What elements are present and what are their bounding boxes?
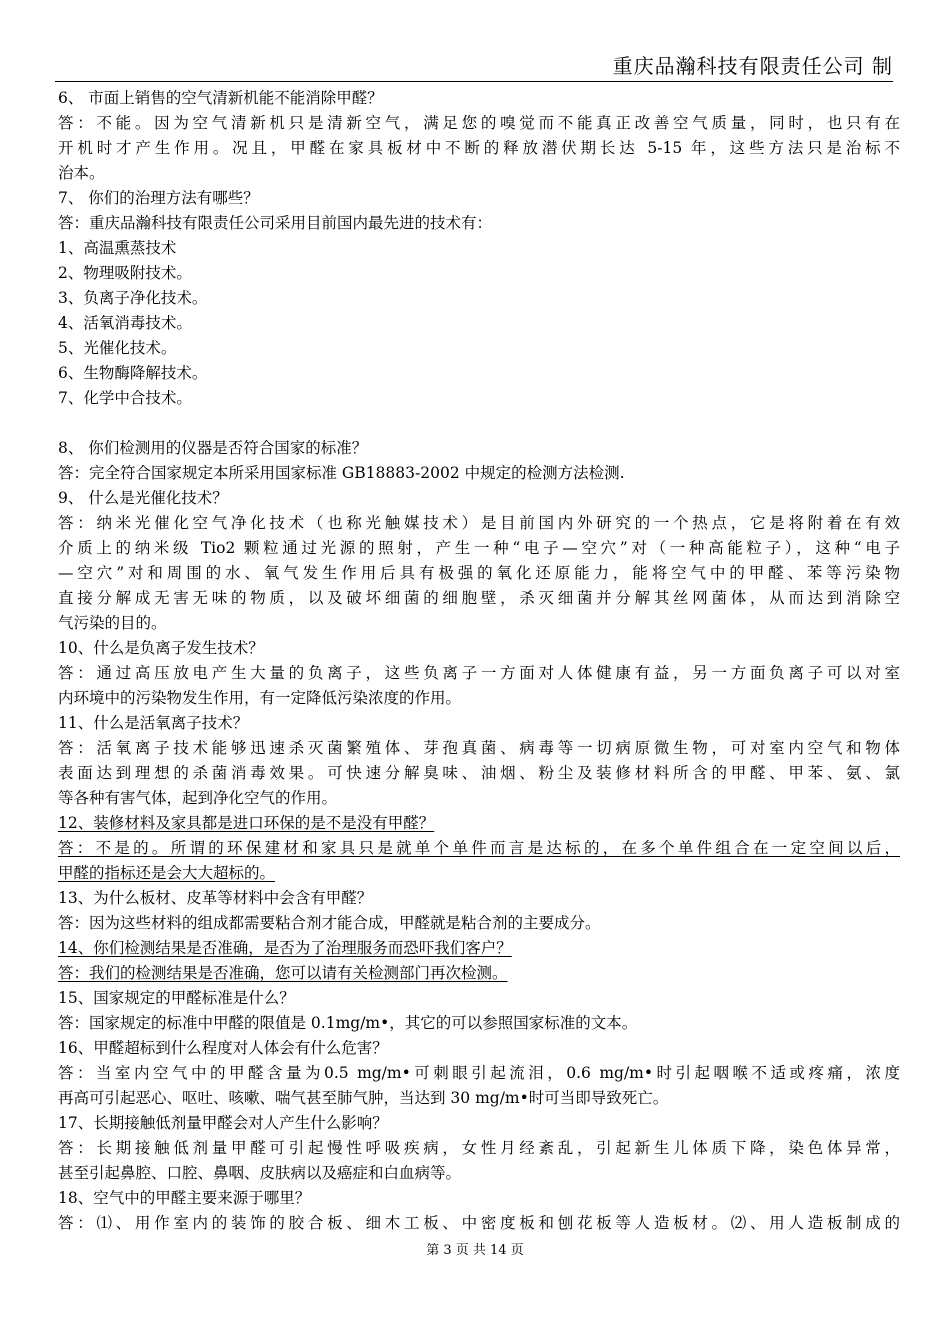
- answer-line: 答：长期接触低剂量甲醛可引起慢性呼吸疾病，女性月经紊乱，引起新生儿体质下降，染色体异常，: [58, 1139, 900, 1157]
- answer-line: 直接分解成无害无味的物质，以及破坏细菌的细胞壁，杀灭细菌并分解其丝网菌体，从而达到消除空: [58, 589, 900, 607]
- question-8: 8、 你们检测用的仪器是否符合国家的标准？: [58, 439, 368, 457]
- answer-line: 再高可引起恶心、呕吐、咳嗽、喘气甚至肺气肿，当达到 30 mg/m•时可当即导致死亡。: [58, 1089, 669, 1107]
- answer-line: 答：纳米光催化空气净化技术（也称光触媒技术）是目前国内外研究的一个热点，它是将附着在有效: [58, 514, 900, 532]
- underlined-text: 答：我们的检测结果是否准确，您可以请有关检测部门再次检测。: [58, 964, 508, 982]
- question-13: 13、为什么板材、皮革等材料中会含有甲醛？: [58, 889, 373, 907]
- blank-line: [58, 411, 900, 436]
- list-item: 1、高温熏蒸技术: [58, 239, 177, 257]
- underlined-text: 12、装修材料及家具都是进口环保的是不是没有甲醛？: [58, 814, 435, 832]
- answer-line: 治本。: [58, 164, 105, 182]
- page-number: 第 3 页 共 14 页: [426, 1243, 524, 1258]
- list-item: 3、负离子净化技术。: [58, 289, 208, 307]
- question-14: [58, 936, 900, 961]
- answer-line: 答：通过高压放电产生大量的负离子，这些负离子一方面对人体健康有益，另一方面负离子可以对室: [58, 664, 900, 682]
- list-item: 2、物理吸附技术。: [58, 264, 192, 282]
- list-item: 6、生物酶降解技术。: [58, 364, 208, 382]
- answer-line-underlined: 答：不是的。所谓的环保建材和家具只是就单个单件而言是达标的，在多个单件组合在一定空间以后，: [58, 839, 900, 857]
- list-item: 7、化学中合技术。: [58, 389, 192, 407]
- question-11: 11、什么是活氧离子技术？: [58, 714, 249, 732]
- list-item: 5、光催化技术。: [58, 339, 177, 357]
- answer-line: 答：重庆品瀚科技有限责任公司采用目前国内最先进的技术有：: [58, 214, 493, 232]
- question-15: 15、国家规定的甲醛标准是什么？: [58, 989, 295, 1007]
- question-12: [58, 811, 900, 836]
- document-body: [58, 86, 900, 1236]
- question-9: 9、 什么是光催化技术？: [58, 489, 228, 507]
- answer-line: —空穴”对和周围的水、氧气发生作用后具有极强的氧化还原能力，能将空气中的甲醛、苯等污染物: [58, 564, 900, 582]
- header-rule: [55, 81, 893, 82]
- answer-line: 答：国家规定的标准中甲醛的限值是 0.1mg/m•，其它的可以参照国家标准的文本。: [58, 1014, 638, 1032]
- answer-line: 内环境中的污染物发生作用，有一定降低污染浓度的作用。: [58, 689, 462, 707]
- question-7: 7、 你们的治理方法有哪些？: [58, 189, 259, 207]
- underlined-text: 14、你们检测结果是否准确，是否为了治理服务而恐吓我们客户？: [58, 939, 512, 957]
- underlined-text: 甲醛的指标还是会大大超标的。: [58, 864, 276, 882]
- answer-line: 开机时才产生作用。况且，甲醛在家具板材中不断的释放潜伏期长达 5-15 年，这些方法只是治标不: [58, 139, 900, 157]
- answer-line: 甚至引起鼻腔、口腔、鼻咽、皮肤病以及癌症和白血病等。: [58, 1164, 462, 1182]
- answer-line: 答：⑴、用作室内的装饰的胶合板、细木工板、中密度板和刨花板等人造板材。⑵、用人造板制成的: [58, 1214, 900, 1232]
- answer-line: 答：因为这些材料的组成都需要粘合剂才能合成，甲醛就是粘合剂的主要成分。: [58, 914, 601, 932]
- answer-line: 答：不能。因为空气清新机只是清新空气，满足您的嗅觉而不能真正改善空气质量，同时，也只有在: [58, 114, 900, 132]
- answer-line: 答：完全符合国家规定本所采用国家标准 GB18883-2002 中规定的检测方法检测.: [58, 464, 625, 482]
- answer-line: 表面达到理想的杀菌消毒效果。可快速分解臭味、油烟、粉尘及装修材料所含的甲醛、甲苯、氨、氯: [58, 764, 900, 782]
- question-17: 17、长期接触低剂量甲醛会对人产生什么影响？: [58, 1114, 388, 1132]
- company-header: 重庆品瀚科技有限责任公司 制: [612, 54, 893, 78]
- answer-line: 等各种有害气体，起到净化空气的作用。: [58, 789, 338, 807]
- answer-line: 答：活氧离子技术能够迅速杀灭菌繁殖体、芽孢真菌、病毒等一切病原微生物，可对室内空气和物体: [58, 739, 900, 757]
- question-16: 16、甲醛超标到什么程度对人体会有什么危害？: [58, 1039, 388, 1057]
- question-6: 6、 市面上销售的空气清新机能不能消除甲醛？: [58, 89, 383, 107]
- list-item: 4、活氧消毒技术。: [58, 314, 192, 332]
- question-18: 18、空气中的甲醛主要来源于哪里？: [58, 1189, 311, 1207]
- answer-line: 介质上的纳米级 Tio2 颗粒通过光源的照射，产生一种“电子—空穴”对（一种高能粒子），这种“电子: [58, 539, 900, 557]
- answer-line: 气污染的目的。: [58, 614, 167, 632]
- answer-line: [58, 861, 900, 886]
- answer-line: [58, 961, 900, 986]
- question-10: 10、什么是负离子发生技术？: [58, 639, 264, 657]
- answer-line: 答：当室内空气中的甲醛含量为0.5 mg/m•可刺眼引起流泪，0.6 mg/m•时引起咽喉不适或疼痛，浓度: [58, 1064, 900, 1082]
